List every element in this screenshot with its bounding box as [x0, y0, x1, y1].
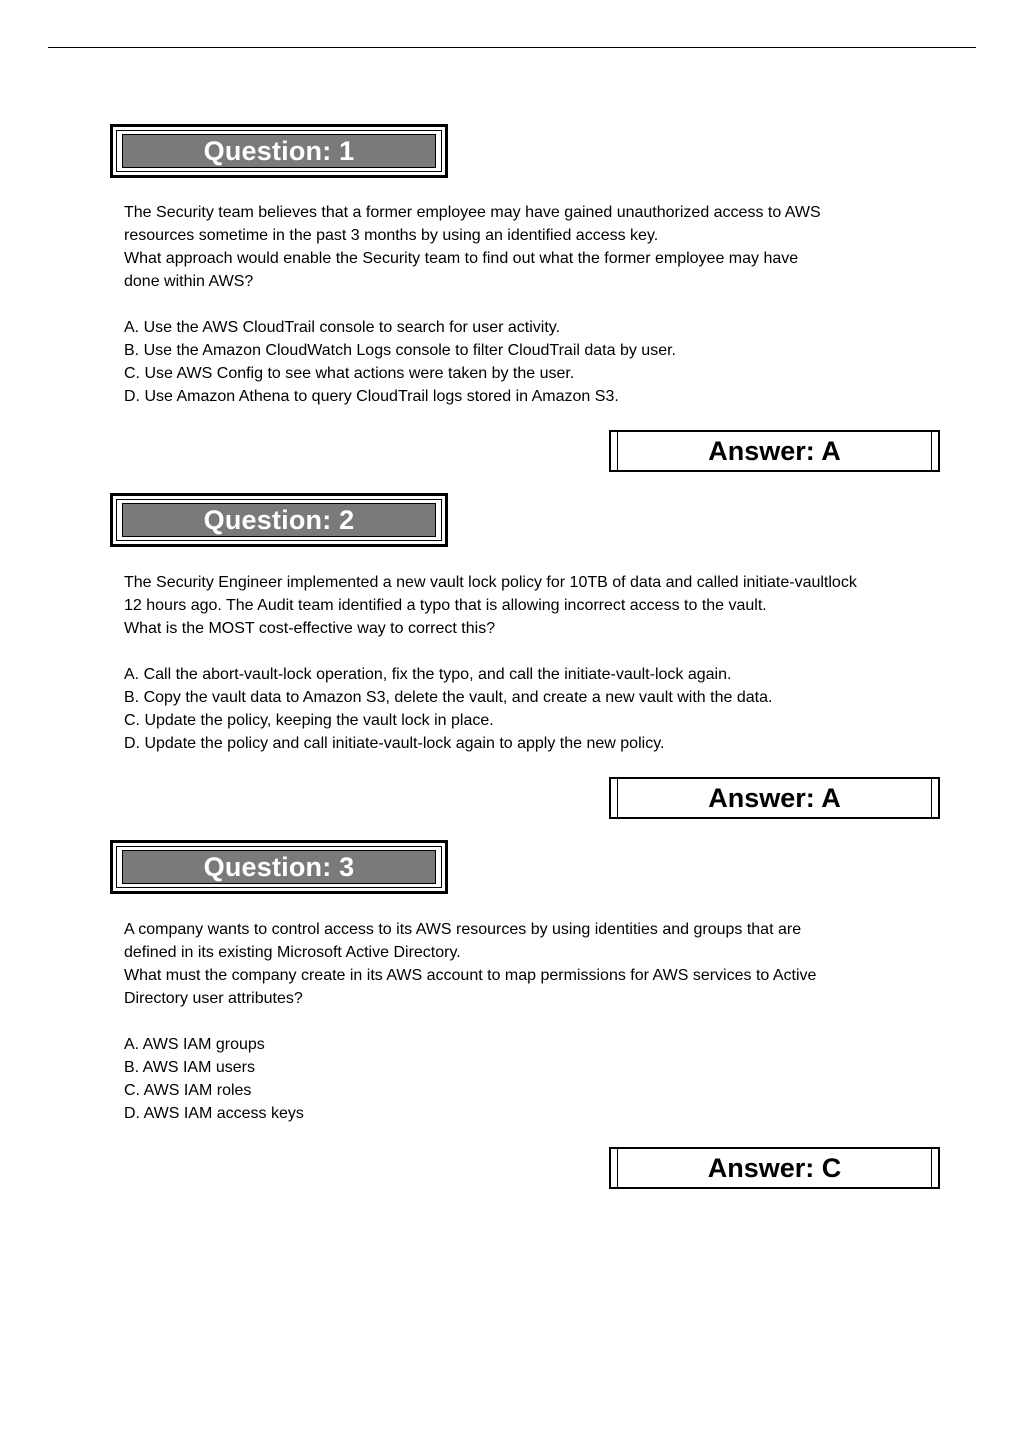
question-body: [124, 201, 944, 408]
option-c: C. Use AWS Config to see what actions were taken by the user.: [124, 365, 575, 382]
options-list: [124, 1033, 944, 1125]
question-stem-line: Directory user attributes?: [124, 990, 303, 1007]
question-stem-line: defined in its existing Microsoft Active Directory.: [124, 944, 461, 961]
answer-text: Answer: A: [708, 435, 841, 466]
question-title: Question: 1: [203, 135, 355, 166]
question-stem-line: What is the MOST cost-effective way to correct this?: [124, 620, 496, 637]
option-b: B. Use the Amazon CloudWatch Logs console to filter CloudTrail data by user.: [124, 342, 676, 359]
option-b: B. AWS IAM users: [124, 1059, 255, 1076]
question-stem-line: 12 hours ago. The Audit team identified a typo that is allowing incorrect access to the vault.: [124, 597, 767, 614]
question-body: [124, 571, 944, 755]
answer-text: Answer: C: [707, 1152, 842, 1183]
option-c: C. AWS IAM roles: [124, 1082, 252, 1099]
option-d: D. Update the policy and call initiate-vault-lock again to apply the new policy.: [124, 735, 665, 752]
options-list: [124, 316, 944, 408]
question-stem-line: The Security Engineer implemented a new vault lock policy for 10TB of data and called initiate-vaultlock: [124, 574, 857, 591]
question-stem-line: What approach would enable the Security team to find out what the former employee may have: [124, 250, 799, 267]
option-a: A. AWS IAM groups: [124, 1036, 265, 1053]
question-stem-line: The Security team believes that a former employee may have gained unauthorized access to AWS: [124, 204, 821, 221]
option-b: B. Copy the vault data to Amazon S3, delete the vault, and create a new vault with the data.: [124, 689, 773, 706]
question-header: [110, 124, 448, 178]
top-rule: [48, 47, 976, 48]
question-header: [110, 493, 448, 547]
answer-text: Answer: A: [708, 782, 841, 813]
answer-box: [609, 430, 940, 472]
option-d: D. AWS IAM access keys: [124, 1105, 304, 1122]
question-stem-line: A company wants to control access to its AWS resources by using identities and groups that are: [124, 921, 802, 938]
question-stem-line: resources sometime in the past 3 months by using an identified access key.: [124, 227, 659, 244]
question-stem-line: done within AWS?: [124, 273, 254, 290]
option-d: D. Use Amazon Athena to query CloudTrail logs stored in Amazon S3.: [124, 388, 619, 405]
option-a: A. Call the abort-vault-lock operation, fix the typo, and call the initiate-vault-lock again.: [124, 666, 732, 683]
question-stem-line: What must the company create in its AWS account to map permissions for AWS services to Active: [124, 967, 817, 984]
question-title: Question: 3: [203, 851, 355, 882]
options-list: [124, 663, 944, 755]
question-body: [124, 918, 944, 1125]
answer-box: [609, 777, 940, 819]
option-c: C. Update the policy, keeping the vault lock in place.: [124, 712, 494, 729]
question-header: [110, 840, 448, 894]
answer-box: [609, 1147, 940, 1189]
question-title: Question: 2: [203, 504, 355, 535]
option-a: A. Use the AWS CloudTrail console to search for user activity.: [124, 319, 561, 336]
